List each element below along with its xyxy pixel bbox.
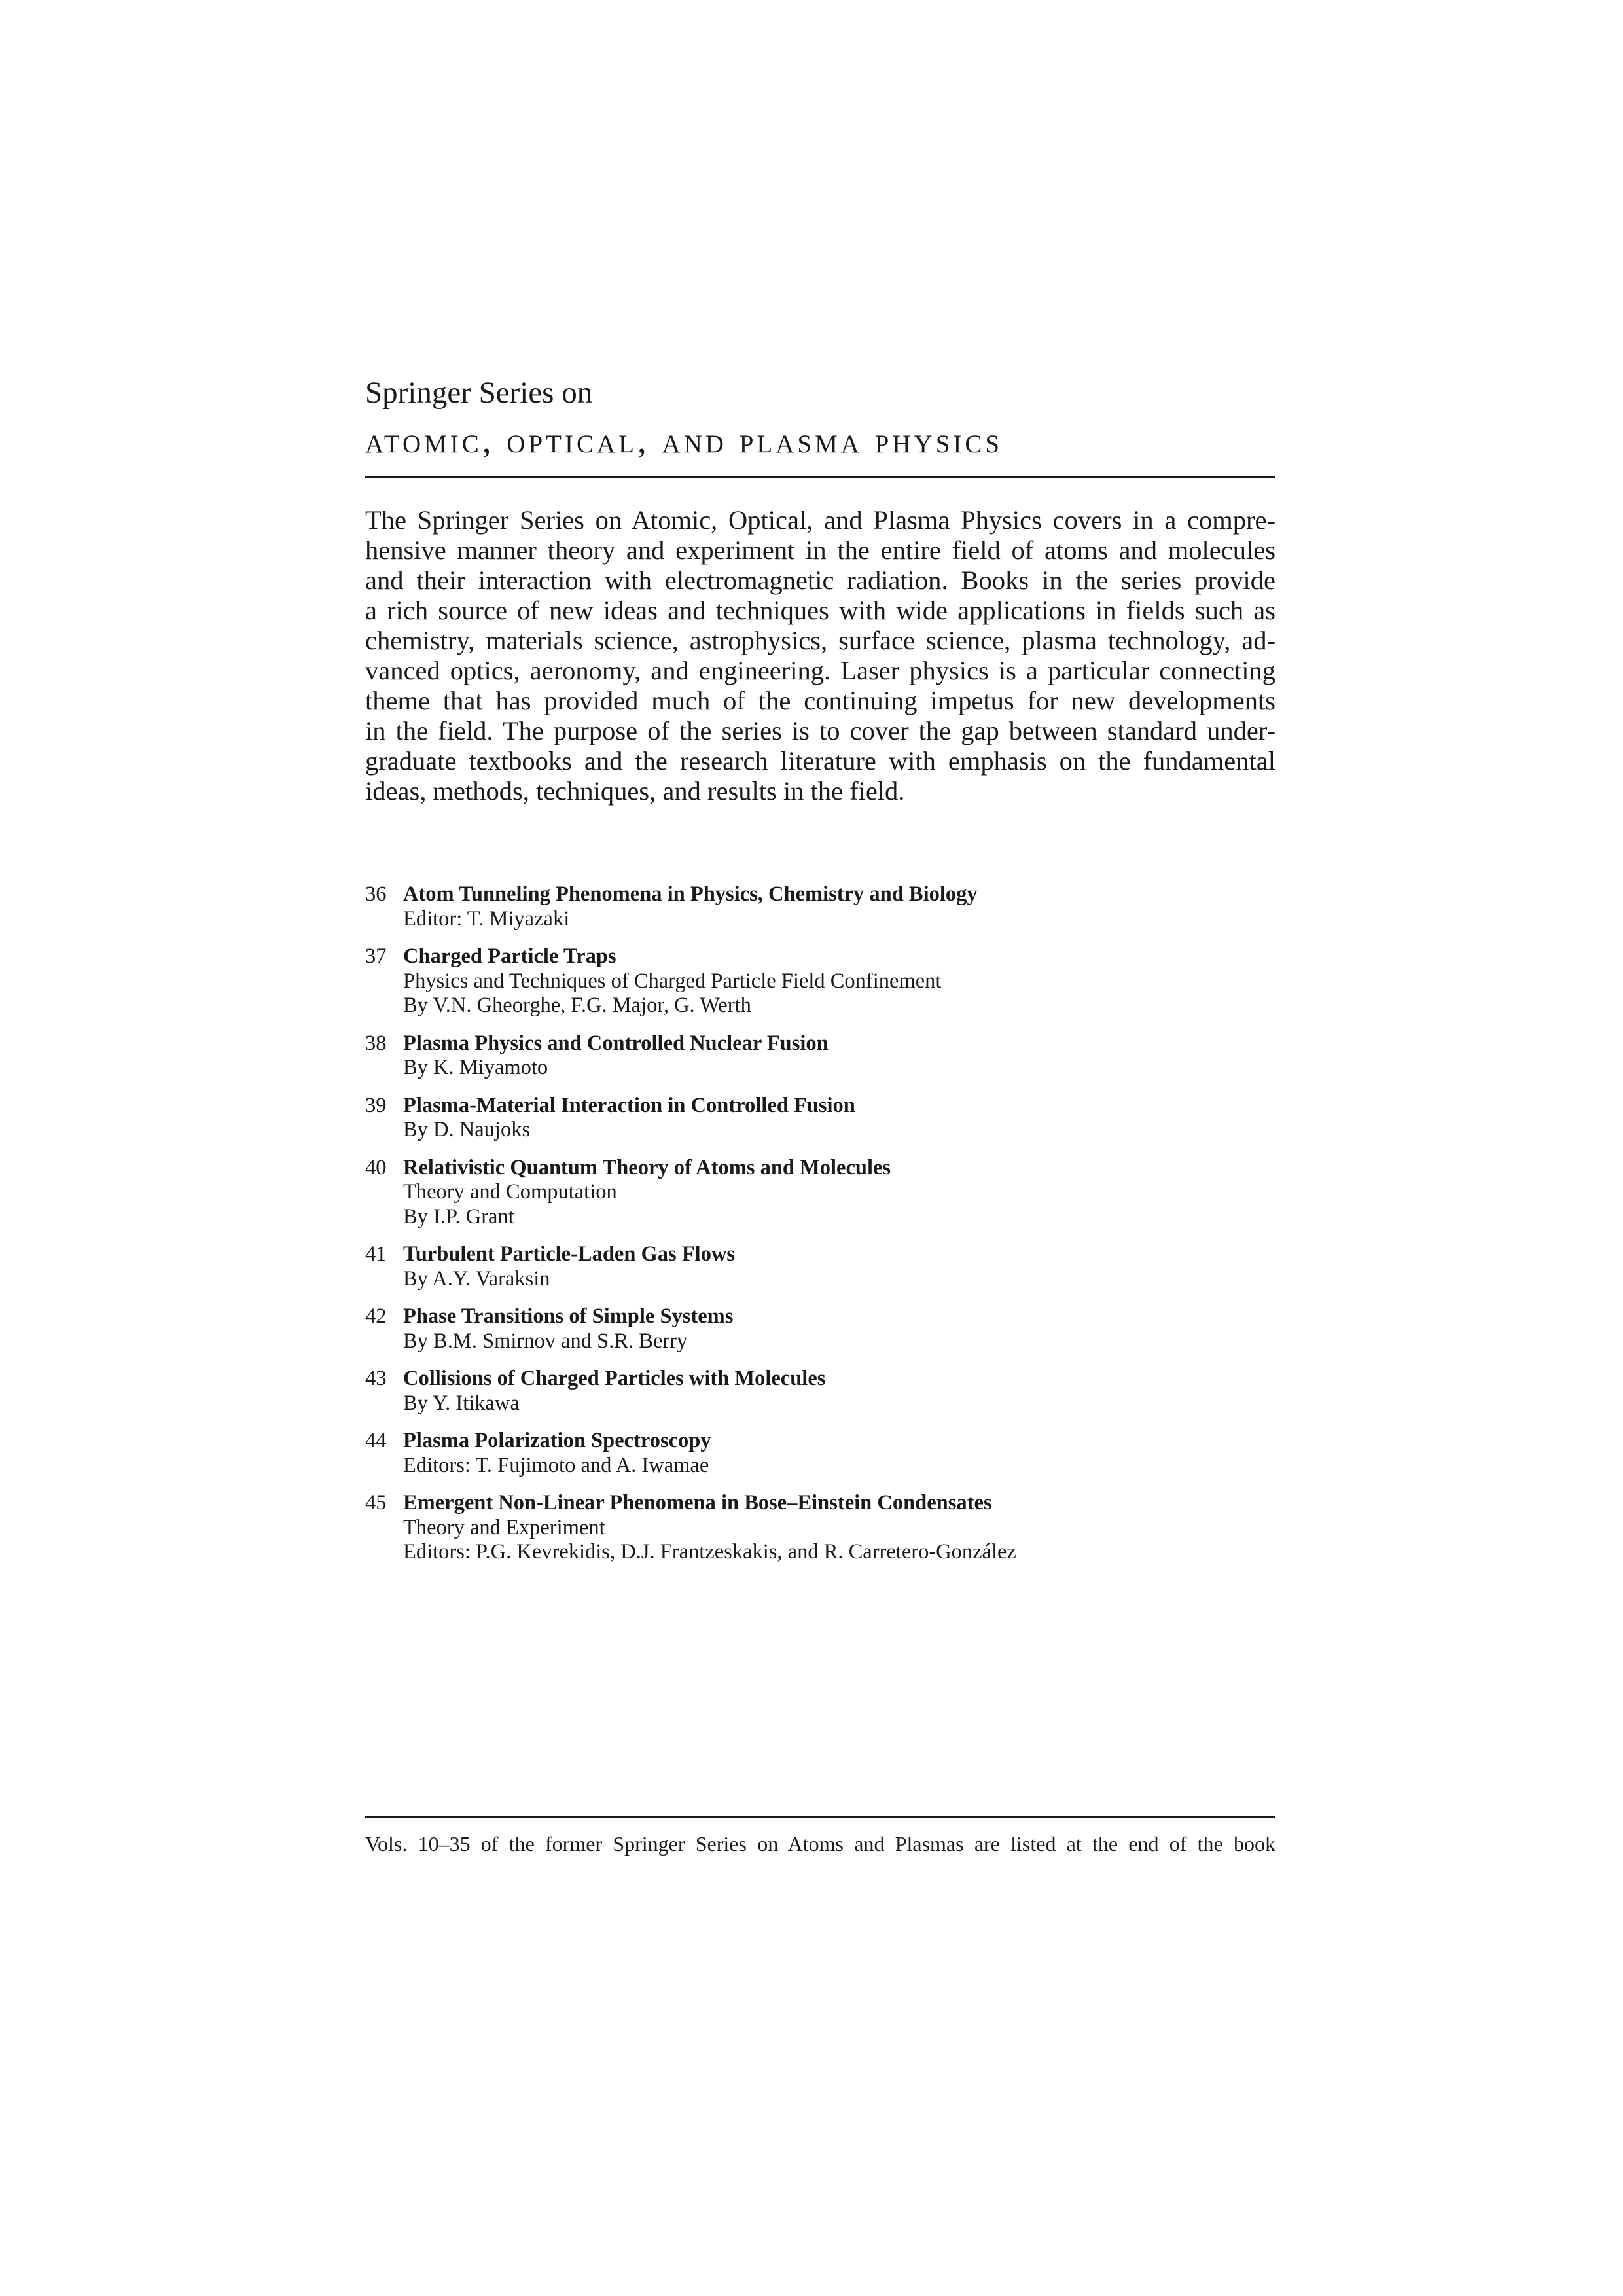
volume-subtitle: Theory and Computation [403,1180,617,1204]
volume-title: Collisions of Charged Particles with Molecules [403,1367,826,1390]
description-line: graduate textbooks and the research literature with emphasis on the fundamental [365,746,1275,776]
volume-credit: By V.N. Gheorghe, F.G. Major, G. Werth [403,994,751,1017]
description-line: vanced optics, aeronomy, and engineering. Laser physics is a particular connecting [365,656,1275,685]
volume-title: Atom Tunneling Phenomena in Physics, Chemistry and Biology [403,882,978,906]
volume-number: 39 [365,1093,387,1117]
volume-credit: By B.M. Smirnov and S.R. Berry [403,1329,688,1353]
description-line: in the field. The purpose of the series is to cover the gap between standard under- [365,716,1275,745]
volume-credit: Editors: P.G. Kevrekidis, D.J. Frantzeskakis, and R. Carretero-González [403,1540,1016,1564]
series-title: atomic, optical, and plasma physics [365,420,1003,460]
volume-number: 43 [365,1367,387,1390]
header-rule [365,476,1275,478]
volume-entry [365,882,1275,931]
volume-subtitle: Physics and Techniques of Charged Particle Field Confinement [403,969,942,993]
volume-entry [365,1367,1275,1416]
volume-credit: By I.P. Grant [403,1204,514,1229]
description-line: theme that has provided much of the continuing impetus for new developments [365,686,1275,715]
volume-number: 45 [365,1491,387,1515]
volume-entry [365,1031,1275,1081]
volume-title: Plasma Polarization Spectroscopy [403,1429,711,1452]
volume-credit: By A.Y. Varaksin [403,1266,550,1291]
volume-credit: By Y. Itikawa [403,1391,520,1415]
volume-credit: Editor: T. Miyazaki [403,906,570,931]
volume-credit: By K. Miyamoto [403,1056,548,1079]
volume-credit: By D. Naujoks [403,1118,531,1141]
volume-title: Relativistic Quantum Theory of Atoms and Molecules [403,1155,891,1179]
volume-subtitle: Theory and Experiment [403,1515,605,1539]
volume-entry [365,1242,1275,1291]
volume-entry [365,1491,1275,1565]
series-description [365,505,1275,806]
description-line: hensive manner theory and experiment in the entire field of atoms and molecules [365,535,1275,565]
volume-number: 36 [365,882,387,906]
volume-title: Plasma Physics and Controlled Nuclear Fusion [403,1031,829,1055]
volume-title: Phase Transitions of Simple Systems [403,1304,734,1328]
description-line: ideas, methods, techniques, and results in the field. [365,776,905,806]
volume-number: 38 [365,1031,387,1055]
volume-title: Turbulent Particle-Laden Gas Flows [403,1242,736,1266]
volume-number: 40 [365,1155,387,1179]
volume-number: 37 [365,944,387,968]
series-prefix: Springer Series on [365,376,593,410]
volume-credit: Editors: T. Fujimoto and A. Iwamae [403,1453,709,1477]
description-line: and their interaction with electromagnetic radiation. Books in the series provide [365,565,1275,595]
volume-entry [365,1094,1275,1143]
footnote: Vols. 10–35 of the former Springer Series on Atoms and Plasmas are listed at the end of the book [365,1832,1275,1856]
volume-entry [365,1304,1275,1354]
volume-number: 41 [365,1242,387,1266]
volume-number: 42 [365,1304,387,1328]
volume-list [365,882,1275,1578]
volume-title: Charged Particle Traps [403,944,616,968]
volume-title: Plasma-Material Interaction in Controlled Fusion [403,1093,855,1117]
description-line: The Springer Series on Atomic, Optical, and Plasma Physics covers in a compre- [365,505,1275,535]
volume-entry [365,944,1275,1018]
description-line: chemistry, materials science, astrophysics, surface science, plasma technology, ad- [365,626,1275,655]
volume-title: Emergent Non-Linear Phenomena in Bose–Einstein Condensates [403,1491,992,1515]
footer-rule [365,1816,1275,1818]
volume-number: 44 [365,1429,387,1452]
description-line: a rich source of new ideas and techniques with wide applications in fields such as [365,596,1275,625]
volume-entry [365,1429,1275,1478]
volume-entry [365,1156,1275,1230]
